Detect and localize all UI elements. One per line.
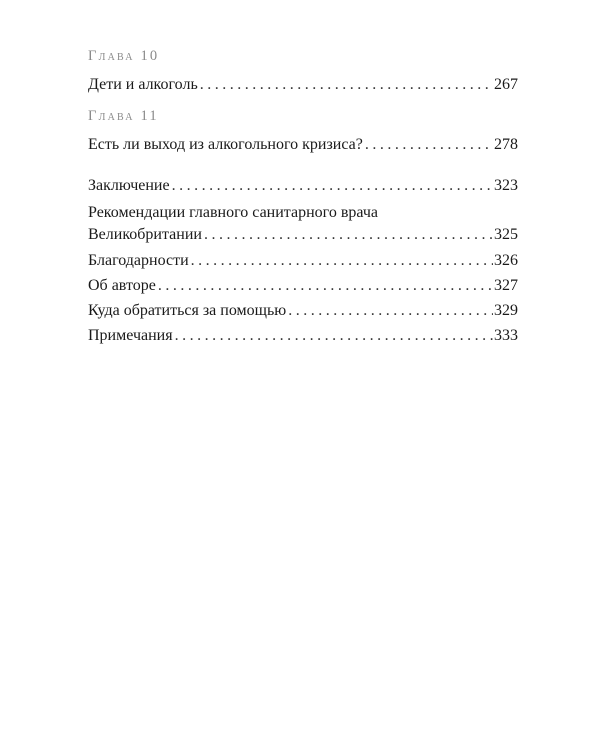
chapter-label: Глава 11 bbox=[88, 108, 159, 124]
chapter-block bbox=[88, 46, 518, 96]
toc-entry[interactable] bbox=[88, 74, 518, 96]
toc-entry-page: 267 bbox=[494, 76, 518, 93]
toc-entry-notes[interactable] bbox=[88, 325, 518, 350]
toc-entry-continued bbox=[88, 224, 518, 250]
toc-entry-acknowledgements[interactable] bbox=[88, 250, 518, 275]
toc-entry-conclusion[interactable] bbox=[88, 175, 518, 201]
toc-entry-title: Примечания bbox=[88, 327, 173, 344]
dot-leader bbox=[191, 250, 493, 272]
toc-entry-page: 333 bbox=[494, 327, 518, 344]
toc-entry-title: Заключение bbox=[88, 177, 170, 194]
back-matter-list bbox=[88, 175, 518, 350]
toc-entry[interactable] bbox=[88, 134, 518, 156]
toc-entry-page: 325 bbox=[494, 226, 518, 243]
chapter-label: Глава 10 bbox=[88, 48, 160, 64]
dot-leader bbox=[288, 300, 493, 322]
toc-entry-title: Благодарности bbox=[88, 252, 189, 269]
toc-entry-title: Есть ли выход из алкогольного кризиса? bbox=[88, 136, 363, 153]
toc-entry-page: 327 bbox=[494, 277, 518, 294]
toc-entry-title: Об авторе bbox=[88, 277, 156, 294]
toc-entry-title: Куда обратиться за помощью bbox=[88, 302, 287, 319]
toc-entry-where-to-get-help[interactable] bbox=[88, 300, 518, 325]
dot-leader bbox=[158, 275, 493, 297]
toc-entry-page: 323 bbox=[494, 177, 518, 194]
dot-leader bbox=[204, 224, 493, 246]
dot-leader bbox=[365, 134, 493, 156]
dot-leader bbox=[200, 74, 493, 96]
toc-entry-title: Дети и алкоголь bbox=[88, 76, 198, 93]
toc-entry-title-line2: Великобритании bbox=[88, 226, 202, 243]
toc-entry-page: 326 bbox=[494, 252, 518, 269]
chapter-block bbox=[88, 106, 518, 156]
toc-entry-page: 329 bbox=[494, 302, 518, 319]
toc-entry-about-author[interactable] bbox=[88, 275, 518, 300]
dot-leader bbox=[175, 325, 493, 347]
toc-entry-recommendations[interactable] bbox=[88, 202, 518, 250]
toc-entry-title-line1: Рекомендации главного санитарного врача bbox=[88, 204, 378, 221]
dot-leader bbox=[172, 175, 493, 197]
toc-entry-page: 278 bbox=[494, 136, 518, 153]
